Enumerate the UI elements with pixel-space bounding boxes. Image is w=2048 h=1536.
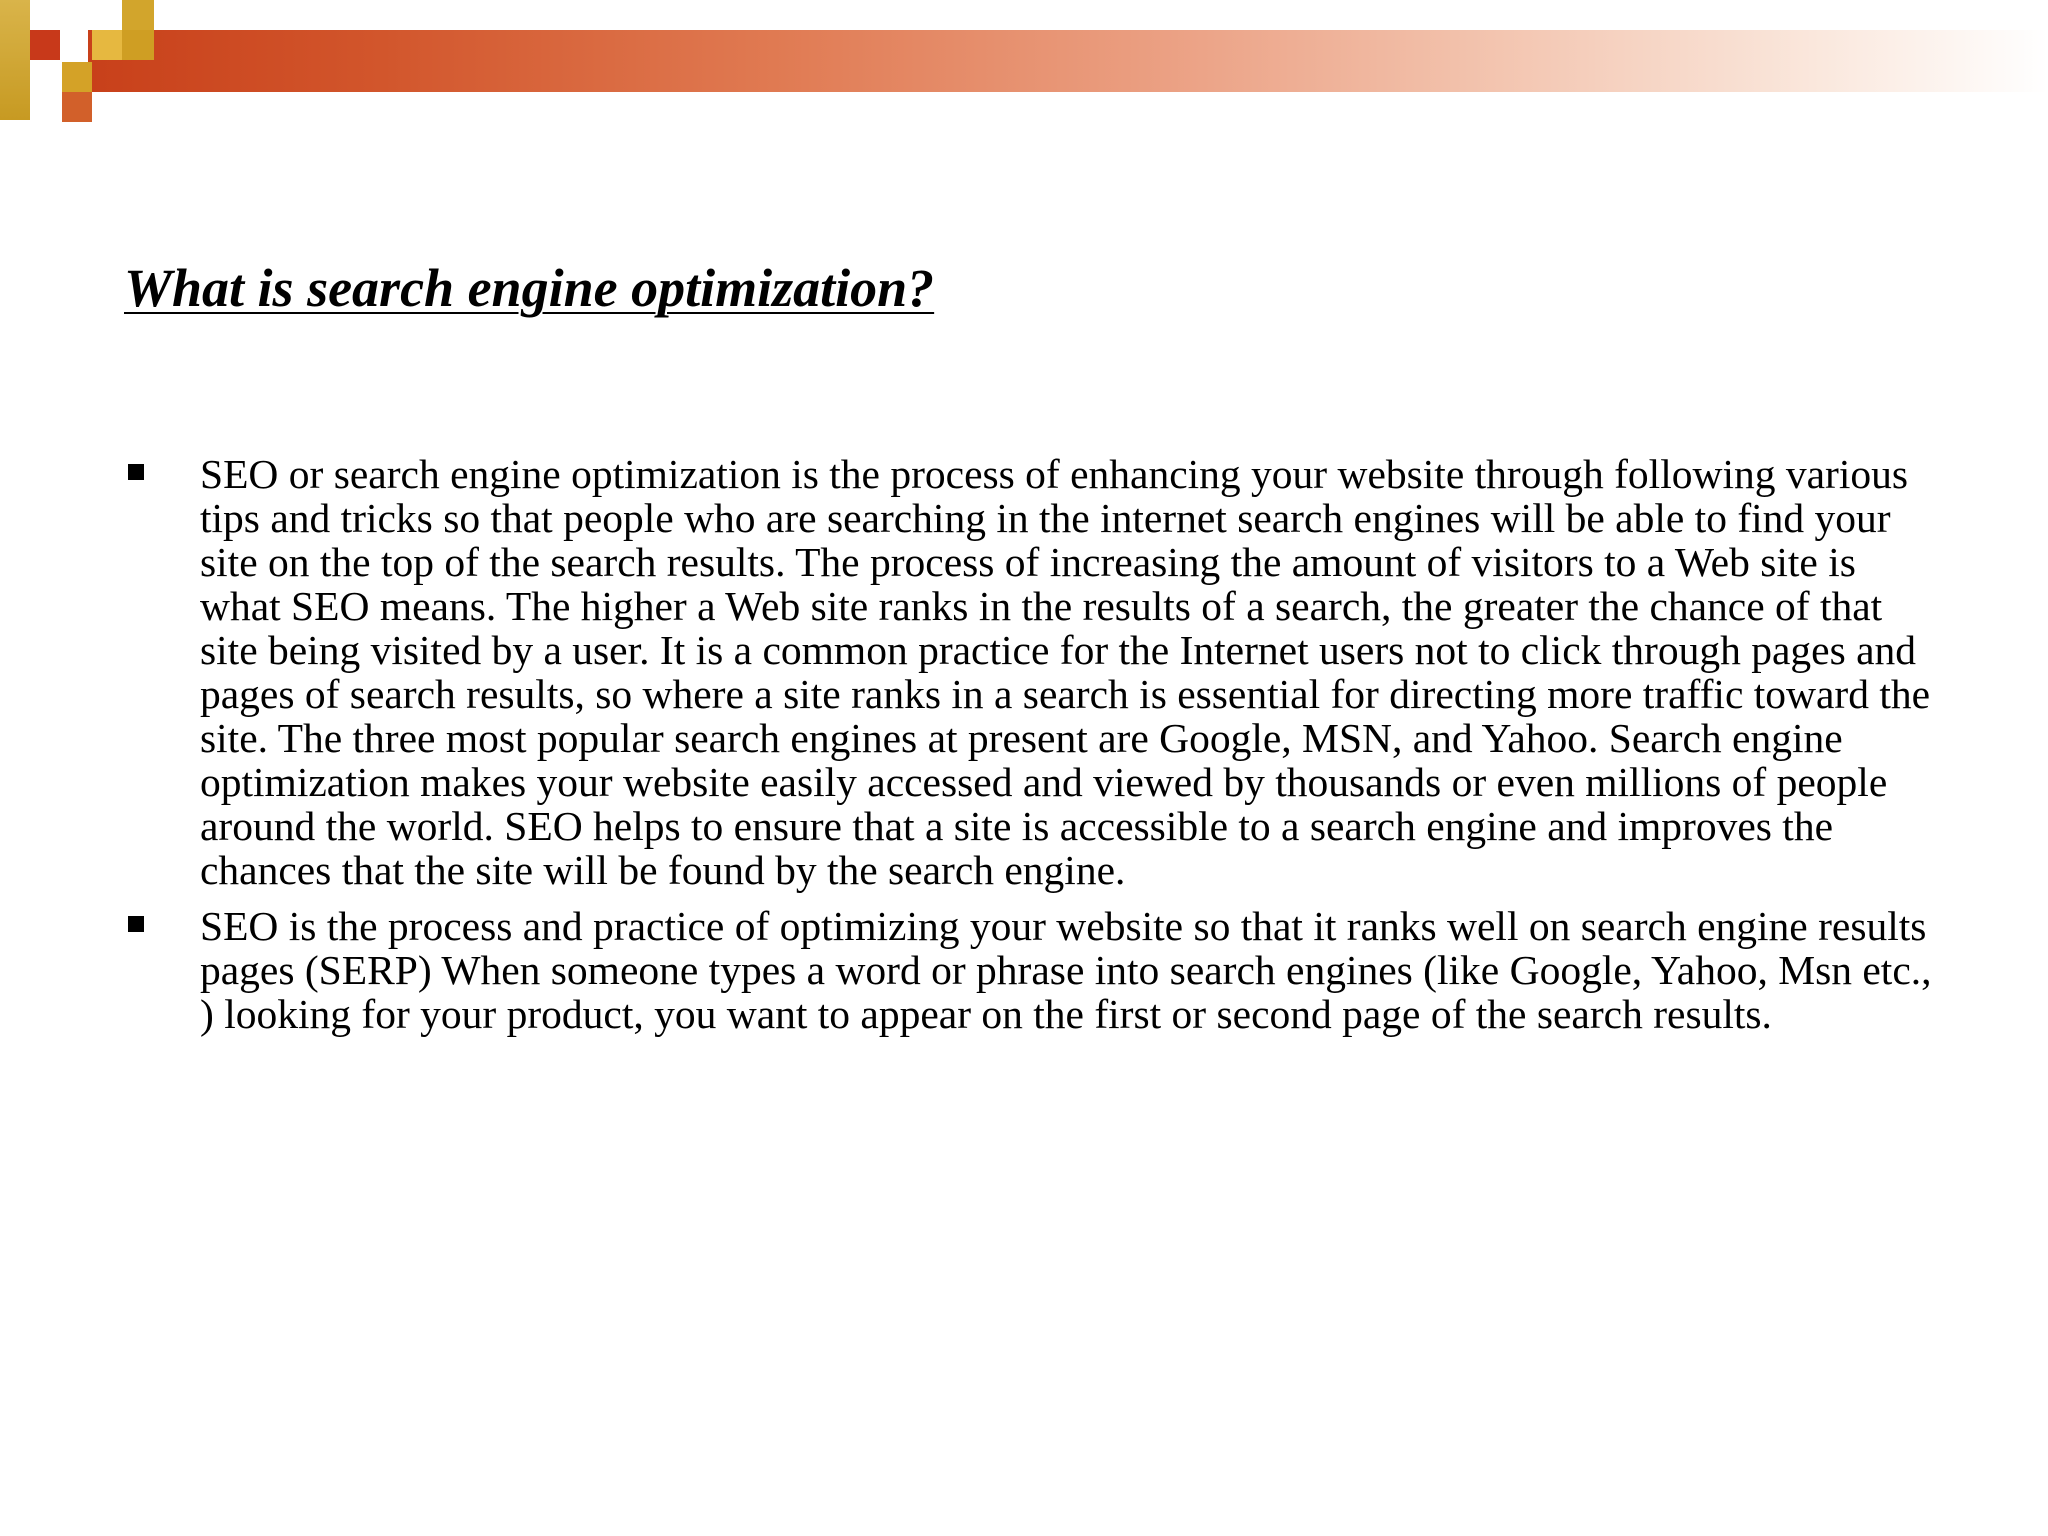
square-bullet-icon (128, 464, 144, 480)
square-bullet-icon (128, 916, 144, 932)
decor-square (92, 30, 122, 60)
bullet-text: SEO or search engine optimization is the process of enhancing your website through following various tips and tricks so that people who are searching in the internet search engines will be able to find your site on the top of the search results. The process of increasing the amount of visitors to a Web site is what SEO means. The higher a Web site ranks in the results of a search, the greater the chance of that site being visited by a user. It is a common practice for the Internet users not to click through pages and pages of search results, so where a site ranks in a search is essential for directing more traffic toward the site. The three most popular search engines at present are Google, MSN, and Yahoo. Search engine optimization makes your website easily accessed and viewed by thousands or even millions of people around the world. SEO helps to ensure that a site is accessible to a search engine and improves the chances that the site will be found by the search engine. (200, 451, 1931, 893)
bullet-item (124, 904, 1944, 1036)
decor-square (0, 0, 30, 120)
decor-square (122, 30, 154, 60)
decor-square (62, 92, 92, 122)
bullet-item (124, 452, 1944, 892)
slide-title: What is search engine optimization? (124, 258, 935, 318)
decor-square (122, 0, 154, 30)
bullet-list (124, 452, 1944, 1048)
header-gradient-band (88, 30, 2048, 92)
decor-square (30, 30, 60, 60)
bullet-text: SEO is the process and practice of optimizing your website so that it ranks well on search engine results pages (SERP) When someone types a word or phrase into search engines (like Google, Yahoo, Msn etc., ) looking for your product, you want to appear on the first or second page of the search results. (200, 903, 1932, 1037)
decor-square (62, 62, 92, 92)
